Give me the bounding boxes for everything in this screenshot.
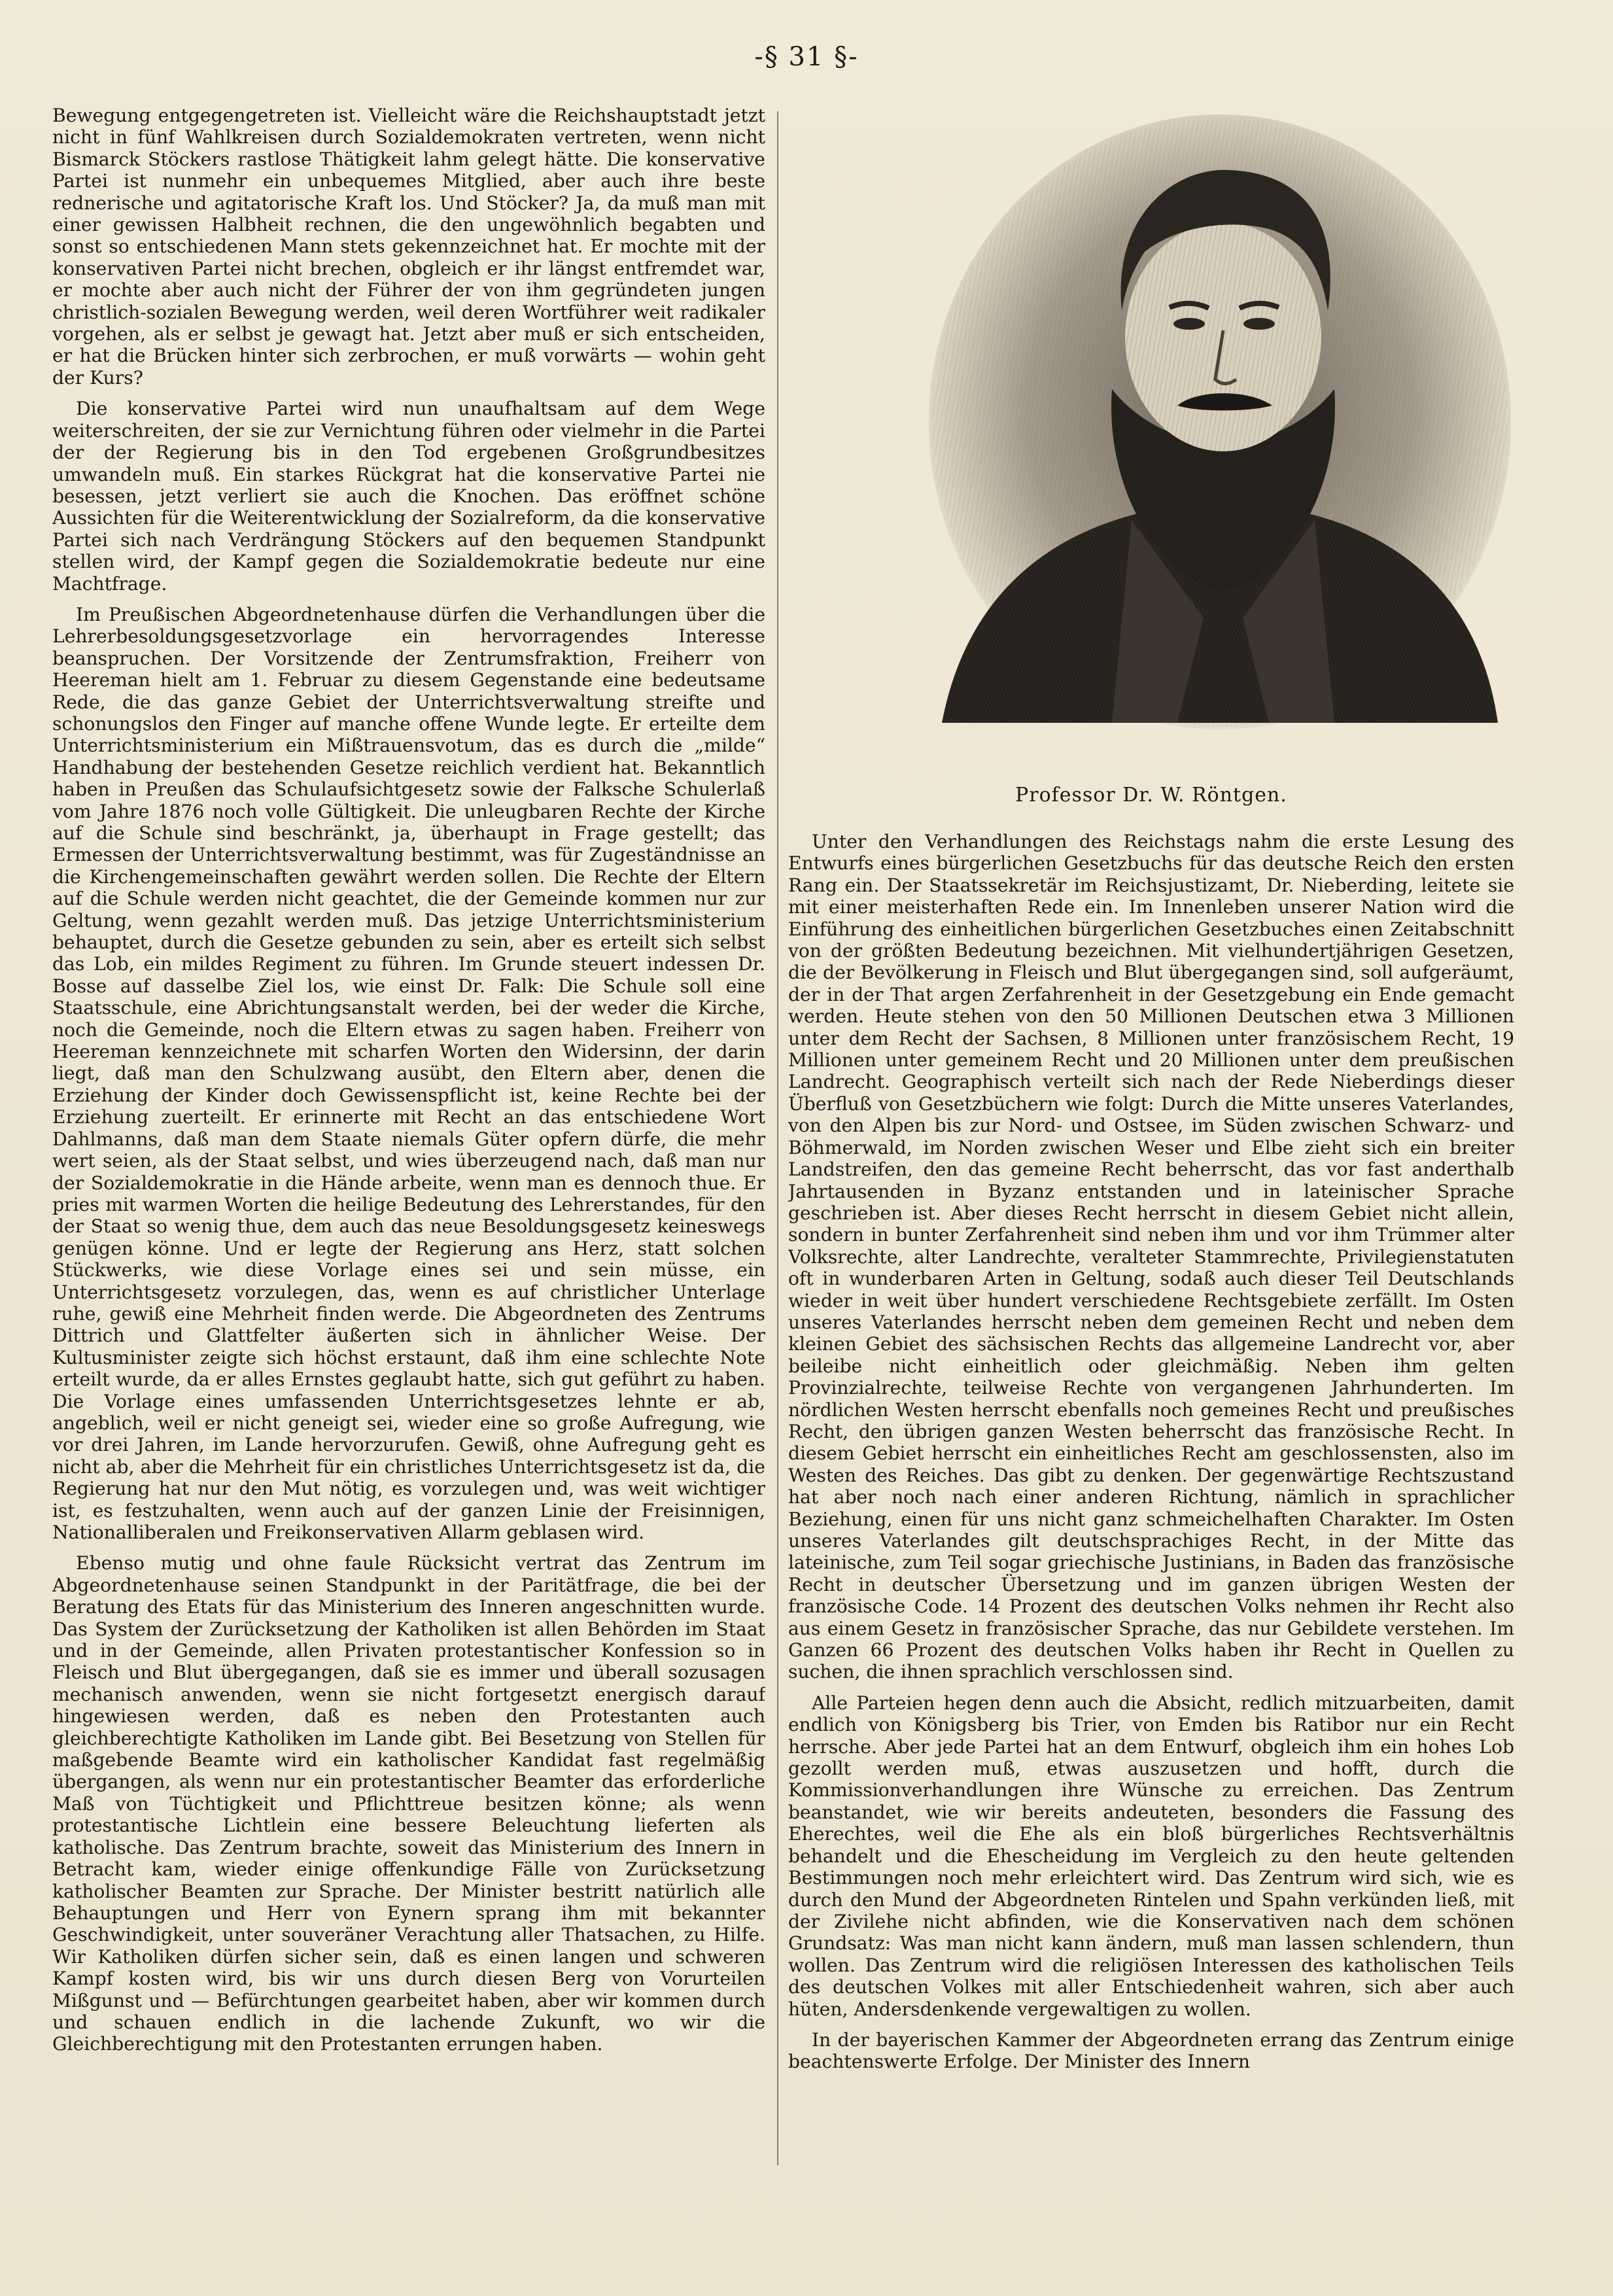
paragraph: Die konservative Partei wird nun unaufhaltsam auf dem Wege weiterschreiten, der sie zur Vernichtung führen oder vielmehr in die Partei der der Regierung bis in den Tod ergebenen Großgrundbesitzes umwandeln muß. Ein starkes Rückgrat hat die konservative Partei nie besessen, jetzt verliert sie auch die Knochen. Das eröffnet schöne Aussichten für die Weiterentwicklung der Sozialreform, da die konservative Partei sich nach Verdrängung Stöckers auf den bequemen Standpunkt stellen wird, der Kampf gegen die Sozialdemokratie bedeute nur eine Machtfrage. — [52, 398, 765, 595]
paragraph: Ebenso mutig und ohne faule Rücksicht vertrat das Zentrum im Abgeordnetenhause seinen Standpunkt in der Paritätfrage, die bei der Beratung des Etats für das Ministerium des Inneren angeschnitten wurde. Das System der Zurücksetzung der Katholiken ist allen Behörden im Staat und in der Gemeinde, allen Privaten protestantischer Konfession so in Fleisch und Blut übergegangen, daß sie es immer und überall sozusagen mechanisch anwenden, wenn sie nicht fortgesetzt energisch darauf hingewiesen werden, daß es neben den Protestanten auch gleichberechtigte Katholiken im Lande gibt. Bei Besetzung von Stellen für maßgebende Beamte wird ein katholischer Kandidat fast regelmäßig übergangen, als wenn nur ein protestantischer Beamter das erforderliche Maß von Tüchtigkeit und Pflichttreue besitzen könne; als wenn protestantische Lichtlein eine bessere Beleuchtung lieferten als katholische. Das Zentrum brachte, soweit das Ministerium des Innern in Betracht kam, wieder einige offenkundige Fälle von Zurücksetzung katholischer Beamten zur Sprache. Der Minister bestritt natürlich alle Behauptungen und Herr von Eynern sprang ihm mit bekannter Geschwindigkeit, unter souveräner Verachtung aller Thatsachen, zu Hilfe. Wir Katholiken dürfen sicher sein, daß es einen langen und schweren Kampf kosten wird, bis wir uns durch diesen Berg von Vorurteilen Mißgunst und — Befürchtungen gearbeitet haben, aber wir kommen durch und schauen endlich in die lachende Zukunft, wo wir die Gleichberechtigung mit den Protestanten errungen haben. — [52, 1552, 765, 2055]
paragraph: In der bayerischen Kammer der Abgeordneten errang das Zentrum einige beachtenswerte Erfolge. Der Minister des Innern — [788, 2028, 1514, 2073]
page-number — [0, 42, 1613, 72]
paragraph: Bewegung entgegengetreten ist. Vielleicht wäre die Reichshauptstadt jetzt nicht in fünf Wahlkreisen durch Sozialdemokraten vertreten, wenn nicht Bismarck Stöckers rastlose Thätigkeit lahm gelegt hätte. Die konservative Partei ist nunmehr ein unbequemes Mitglied, aber auch ihre beste rednerische und agitatorische Kraft los. Und Stöcker? Ja, da muß man mit einer gewissen Halbheit rechnen, die den ungewöhnlich begabten und sonst so entschiedenen Mann stets gekennzeichnet hat. Er mochte mit der konservativen Partei nicht brechen, obgleich er ihr längst entfremdet war, er mochte aber auch nicht der Führer der von ihm gegründeten jungen christlich-sozialen Bewegung werden, weil deren Wortführer weit radikaler vorgehen, als er selbst je gewagt hat. Jetzt aber muß er sich entscheiden, er hat die Brücken hinter sich zerbrochen, er muß vorwärts — wohin geht der Kurs? — [52, 105, 765, 389]
ornament-right: §- — [834, 42, 859, 72]
right-column — [788, 831, 1514, 2224]
portrait-image — [916, 114, 1524, 769]
column-divider — [777, 111, 778, 2165]
ornament-left: -§ — [754, 42, 779, 72]
left-column — [52, 105, 765, 2224]
portrait-engraving — [916, 114, 1524, 769]
portrait-caption: Professor Dr. W. Röntgen. — [1015, 784, 1287, 807]
paragraph: Unter den Verhandlungen des Reichstags nahm die erste Lesung des Entwurfs eines bürgerlichen Gesetzbuchs für das deutsche Reich den ersten Rang ein. Der Staatssekretär im Reichsjustizamt, Dr. Nieberding, leitete sie mit einer meisterhaften Rede ein. Im Innenleben unserer Nation wird die Einführung des einheitlichen bürgerlichen Gesetzbuches einen Zeitabschnitt von der größten Bedeutung bezeichnen. Mit vielhundertjährigen Gesetzen, die der Bevölkerung in Fleisch und Blut übergegangen sind, soll aufgeräumt, der in der That argen Zerfahrenheit in der Gesetzgebung ein Ende gemacht werden. Heute stehen von den 50 Millionen Deutschen etwa 3 Millionen unter dem Recht der Sachsen, 8 Millionen unter französischem Recht, 19 Millionen unter gemeinem Recht und 20 Millionen unter dem preußischen Landrecht. Geographisch verteilt sich nach der Rede Nieberdings dieser Überfluß von Gesetzbüchern wie folgt: Durch die Mitte unseres Vaterlandes, von den Alpen bis zur Nord- und Ostsee, im Süden zwischen Schwarz- und Böhmerwald, im Norden zwischen Weser und Elbe zieht sich ein breiter Landstreifen, den das gemeine Recht beherrscht, das vor fast anderthalb Jahrtausenden in Byzanz entstanden und in lateinischer Sprache geschrieben ist. Aber dieses Recht herrscht in diesem Gebiet nicht allein, sondern in bunter Zerfahrenheit sind neben ihm und vor ihm Trümmer alter Volksrechte, alter Landrechte, veralteter Stammrechte, Privilegienstatuten oft in wunderbaren Arten in Geltung, sodaß auch dieser Teil Deutschlands wieder in weit über hundert verschiedene Rechtsgebiete zerfällt. Im Osten unseres Vaterlandes herrscht neben dem gemeinen Recht und neben dem kleinen Gebiet des sächsischen Rechts das allgemeine Landrecht vor, aber beileibe nicht einheitlich oder gleichmäßig. Neben ihm gelten Provinzialrechte, teilweise Rechte von vergangenen Jahrhunderten. Im nördlichen Westen herrscht ebenfalls noch gemeines Recht und preußisches Recht, den übrigen ganzen Westen beherrscht das französische Recht. In diesem Gebiet herrscht ein einheitliches Recht am geschlossensten, also im Westen des Reiches. Das gibt zu denken. Der gegenwärtige Rechtszustand hat aber noch nach einer anderen Richtung, nämlich in sprachlicher Beziehung, einen für uns nicht ganz schmeichelhaften Charakter. Im Osten unseres Vaterlandes gilt deutschsprachiges Recht, in der Mitte das lateinische, zum Teil sogar griechische Justinians, in Baden das französische Recht in deutscher Übersetzung und im ganzen übrigen Westen der französische Code. 14 Prozent des deutschen Volks nehmen ihr Recht also aus einem Gesetz in französischer Sprache, das nur Gebildete verstehen. Im Ganzen 66 Prozent des deutschen Volks haben ihr Recht in Quellen zu suchen, die ihnen sprachlich verschlossen sind. — [788, 831, 1514, 1683]
page-number-value: 31 — [788, 42, 825, 72]
paragraph: Alle Parteien hegen denn auch die Absicht, redlich mitzuarbeiten, damit endlich von Königsberg bis Trier, von Emden bis Ratibor nur ein Recht herrsche. Aber jede Partei hat an dem Entwurf, obgleich ihm ein hohes Lob gezollt werden muß, etwas auszusetzen und hofft, durch die Kommissionverhandlungen ihre Wünsche zu erreichen. Das Zentrum beanstandet, wie wir bereits andeuteten, besonders die Fassung des Eherechtes, weil die Ehe als ein bloß bürgerliches Rechtsverhältnis behandelt und die Ehescheidung im Vergleich zu den heute geltenden Bestimmungen noch mehr erleichtert wird. Das Zentrum wird sich, wie es durch den Mund der Abgeordneten Rintelen und Spahn verkünden ließ, mit der Zivilehe nicht abfinden, wie die Konservativen nach dem schönen Grundsatz: Was man nicht kann ändern, muß man lassen schlendern, thun wollen. Das Zentrum wird die religiösen Interessen des katholischen Teils des deutschen Volkes mit aller Entschiedenheit wahren, sich aber auch hüten, Andersdenkende vergewaltigen zu wollen. — [788, 1692, 1514, 2020]
paragraph: Im Preußischen Abgeordnetenhause dürfen die Verhandlungen über die Lehrerbesoldungsgesetzvorlage ein hervorragendes Interesse beanspruchen. Der Vorsitzende der Zentrumsfraktion, Freiherr von Heereman hielt am 1. Februar zu diesem Gegenstande eine bedeutsame Rede, die das ganze Gebiet der Unterrichtsverwaltung streifte und schonungslos den Finger auf manche offene Wunde legte. Er erteilte dem Unterrichtsministerium ein Mißtrauensvotum, das es durch die „milde“ Handhabung der bestehenden Gesetze reichlich verdient hat. Bekanntlich haben in Preußen das Schulaufsichtgesetz sowie der Falksche Schulerlaß vom Jahre 1876 noch volle Gültigkeit. Die unleugbaren Rechte der Kirche auf die Schule sind beschränkt, ja, überhaupt in Frage gestellt; das Ermessen der Unterrichtsverwaltung bestimmt, was für Zugeständnisse an die Kirchengemeinschaften gewährt werden sollen. Die Rechte der Eltern auf die Schule werden nicht geachtet, die der Gemeinde kommen nur zur Geltung, wenn gezahlt werden muß. Das jetzige Unterrichtsministerium behauptet, durch die Gesetze gebunden zu sein, aber es erteilt sich selbst das Lob, ein mildes Regiment zu führen. Im Grunde steuert indessen Dr. Bosse auf dasselbe Ziel los, wie einst Dr. Falk: Die Schule soll eine Staatsschule, eine Abrichtungsanstalt werden, bei der weder die Kirche, noch die Gemeinde, noch die Eltern etwas zu sagen haben. Freiherr von Heereman kennzeichnete mit scharfen Worten den Widersinn, der darin liegt, daß man den Schulzwang ausübt, den Eltern aber, denen die Erziehung der Kinder doch Gewissenspflicht ist, keine Rechte bei der Erziehung zuerteilt. Er erinnerte mit Recht an das entschiedene Wort Dahlmanns, daß man dem Staate niemals Güter opfern dürfe, die mehr wert seien, als der Staat selbst, und wies überzeugend nach, daß man nur der Sozialdemokratie in die Hände arbeite, wenn man es dennoch thue. Er pries mit warmen Worten die heilige Bedeutung des Lehrerstandes, für den der Staat so wenig thue, dem auch das neue Besoldungsgesetz keineswegs genügen könne. Und er legte der Regierung ans Herz, statt solchen Stückwerks, wie diese Vorlage eines sei und sein müsse, ein Unterrichtsgesetz vorzulegen, das, wenn es auf christlicher Unterlage ruhe, gewiß eine Mehrheit finden werde. Die Abgeordneten des Zentrums Dittrich und Glattfelter äußerten sich in ähnlicher Weise. Der Kultusminister zeigte sich höchst erstaunt, daß ihm eine schlechte Note erteilt wurde, da er alles Ernstes geglaubt hatte, sich gut geführt zu haben. Die Vorlage eines umfassenden Unterrichtsgesetzes lehnte er ab, angeblich, weil er nicht geneigt sei, wieder eine so große Aufregung, wie vor drei Jahren, im Lande hervorzurufen. Gewiß, ohne Aufregung geht es nicht ab, aber die Mehrheit für ein christliches Unterrichtsgesetz ist da, die Regierung hat nur den Mut nötig, es vorzulegen und, was weit wichtiger ist, es festzuhalten, wenn auch auf der ganzen Linie der Freisinnigen, Nationalliberalen und Freikonservativen Allarm geblasen wird. — [52, 603, 765, 1543]
